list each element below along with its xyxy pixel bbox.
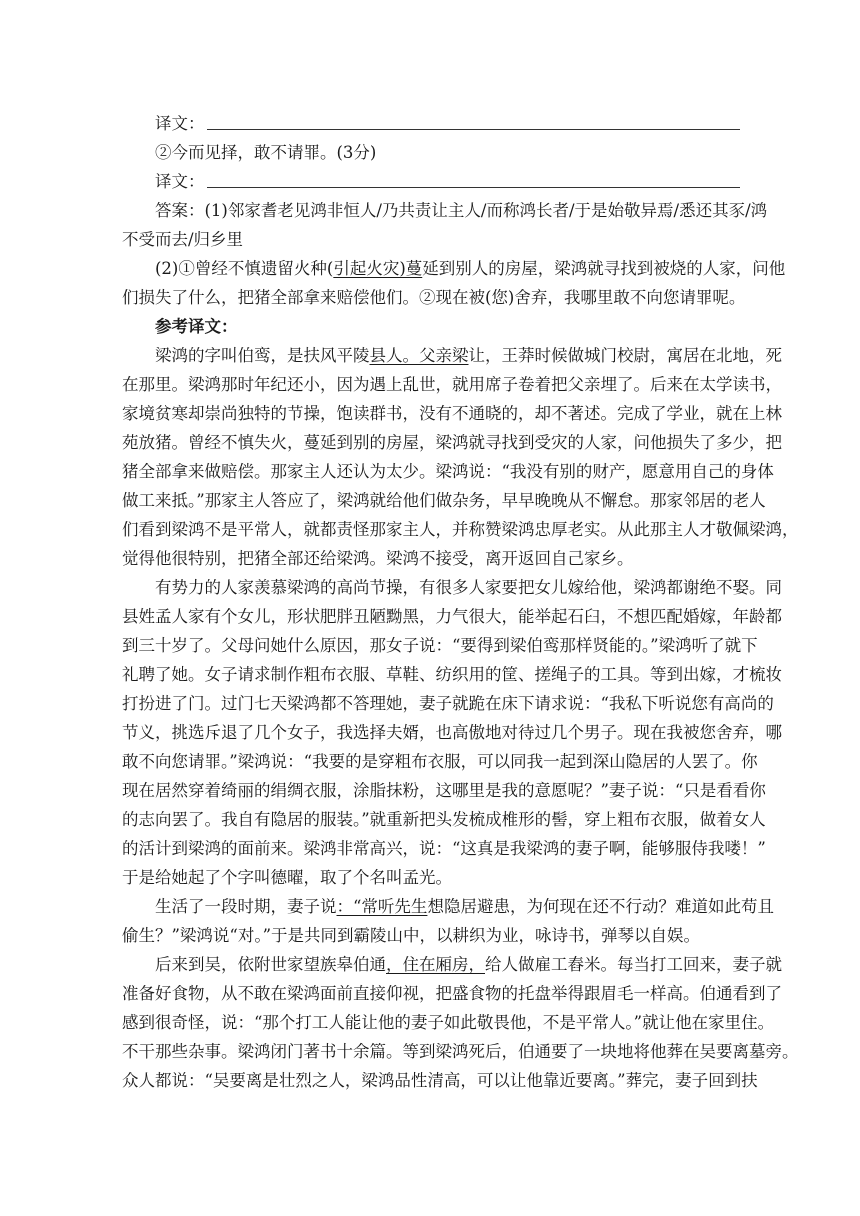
text-line: 礼聘了她。女子请求制作粗布衣服、草鞋、纺织用的筐、搓绳子的工具。等到出嫁，才梳妆 [122, 665, 782, 684]
text-line: 不干那些杂事。梁鸿闭门著书十余篇。等到梁鸿死后，伯通要了一块地将他葬在吴要离墓旁。 [122, 1042, 799, 1061]
text-line: 准备好食物，从不敢在梁鸿面前直接仰视，把盛食物的托盘举得跟眉毛一样高。伯通看到了 [122, 984, 782, 1003]
question-2: ②今而见择，敢不请罪。(3分) [155, 143, 377, 162]
text-line: 打扮进了门。过门七天梁鸿都不答理她，妻子就跪在床下请求说：“我私下听说您有高尚的 [122, 694, 774, 713]
paragraph-4 [122, 950, 799, 1095]
answer-blank-line [207, 187, 740, 188]
translation-label: 译文： [155, 172, 205, 191]
text-span: 后来到吴，依附世家望族皋伯通 [155, 955, 386, 974]
text-span: 梁鸿的字叫伯鸾，是扶风平陵 [155, 346, 370, 365]
text-span: 给人做雇工舂米。每当打工回来，妻子就 [485, 955, 782, 974]
underlined-text: 引起火灾)蔓 [333, 259, 423, 278]
text-line [122, 950, 782, 979]
text-line: 的活计到梁鸿的面前来。梁鸿非常高兴，说：“这真是我梁鸿的妻子啊，能够服侍我喽！” [122, 839, 766, 858]
text-line: 县姓孟人家有个女儿，形状肥胖丑陋黝黑，力气很大，能举起石臼，不想匹配婚嫁，年龄都 [122, 607, 782, 626]
translation-line-1 [122, 109, 767, 138]
answer-line: 不受而去/归乡里 [122, 230, 244, 249]
answer-text: (2)①曾经不慎遗留火种( [155, 259, 334, 278]
text-line [122, 341, 782, 370]
answer-text: 延到别人的房屋，梁鸿就寻找到被烧的人家，问他 [422, 259, 786, 278]
reference-translation-heading: 参考译文： [155, 317, 238, 336]
text-line: 众人都说：“吴要离是壮烈之人，梁鸿品性清高，可以让他靠近要离。”葬完，妻子回到扶 [122, 1071, 758, 1090]
translation-label: 译文： [155, 114, 205, 133]
answer-section [122, 196, 786, 312]
text-line: 苑放猪。曾经不慎失火，蔓延到别的房屋，梁鸿就寻找到受灾的人家，问他损失了多少，把 [122, 433, 782, 452]
answer-line [122, 254, 786, 283]
text-line: 现在居然穿着绮丽的绢绸衣服，涂脂抹粉，这哪里是我的意愿呢？”妻子说：“只是看看你 [122, 781, 766, 800]
text-line: 于是给她起了个字叫德曜，取了个名叫孟光。 [122, 868, 452, 887]
text-line: 的志向罢了。我自有隐居的服装。”就重新把头发梳成椎形的髻，穿上粗布衣服，做着女人 [122, 810, 766, 829]
text-span: 让，王莽时候做城门校尉，寓居在北地，死 [468, 346, 782, 365]
paragraph-2 [122, 573, 782, 892]
paragraph-1 [122, 341, 799, 573]
text-line [122, 892, 774, 921]
underlined-text: ，住在厢房， [386, 955, 485, 974]
underlined-text: 父亲梁 [419, 346, 469, 365]
text-line: 家境贫寒却崇尚独特的节操，饱读群书，没有不通晓的，却不著述。完成了学业，就在上林 [122, 404, 782, 423]
text-line: 们看到梁鸿不是平常人，就都责怪那家主人，并称赞梁鸿忠厚老实。从此那主人才敬佩梁鸿， [122, 520, 799, 539]
text-span: 想隐居避患，为何现在还不行动？难道如此苟且 [427, 897, 774, 916]
text-line: 在那里。梁鸿那时年纪还小，因为遇上乱世，就用席子卷着把父亲埋了。后来在太学读书， [122, 375, 782, 394]
text-line: 感到很奇怪，说：“那个打工人能让他的妻子如此敬畏他，不是平常人。”就让他在家里住。 [122, 1013, 775, 1032]
answer-line: 们损失了什么，把猪全部拿来赔偿他们。②现在被(您)舍弃，我哪里敢不向您请罪呢。 [122, 288, 746, 307]
text-line: 觉得他很特别，把猪全部还给梁鸿。梁鸿不接受，离开返回自己家乡。 [122, 549, 634, 568]
answer-line: 答案：(1)邻家耆老见鸿非恒人/乃共责让主人/而称鸿长者/于是始敬异焉/悉还其豕/鸿 [155, 201, 768, 220]
text-line: 节义，挑选斥退了几个女子，我选择夫婿，也高傲地对待过几个男子。现在我被您舍弃，哪 [122, 723, 782, 742]
text-line: 做工来抵。”那家主人答应了，梁鸿就给他们做杂务，早早晚晚从不懈怠。那家邻居的老人 [122, 491, 766, 510]
text-line: 到三十岁了。父母问她什么原因，那女子说：“要得到梁伯鸾那样贤能的。”梁鸿听了就下 [122, 636, 758, 655]
document-body [122, 109, 799, 1095]
paragraph-3 [122, 892, 774, 950]
text-line: 有势力的人家羡慕梁鸿的高尚节操，有很多人家要把女儿嫁给他，梁鸿都谢绝不娶。同 [155, 578, 782, 597]
text-line: 偷生？”梁鸿说“对。”于是共同到霸陵山中，以耕织为业，咏诗书，弹琴以自娱。 [122, 926, 701, 945]
text-line: 敢不向您请罪。”梁鸿说：“我要的是穿粗布衣服，可以同我一起到深山隐居的人罢了。你 [122, 752, 758, 771]
text-span: 生活了一段时期，妻子说 [155, 897, 337, 916]
answer-blank-line [207, 129, 740, 130]
translation-line-2 [122, 167, 767, 196]
underlined-text: ：“常听先生 [336, 897, 428, 916]
text-line: 猪全部拿来做赔偿。那家主人还认为太少。梁鸿说：“我没有别的财产，愿意用自己的身体 [122, 462, 774, 481]
underlined-text: 县人。 [369, 346, 419, 365]
